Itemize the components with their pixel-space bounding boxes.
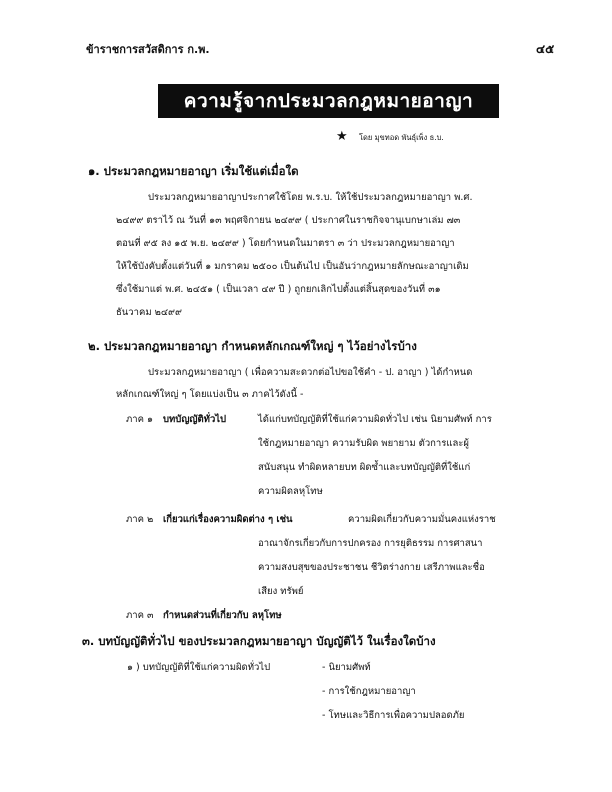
section-1-line: ประมวลกฎหมายอาญาประกาศใช้โดย พ.ร.บ. ให้ใช้ประมวลกฎหมายอาญา พ.ศ. — [148, 192, 473, 203]
part-1-line: สนับสนุน ทำผิดหลายบท ผิดซ้ำและบทบัญญัติที่ใช้แก่ — [258, 462, 471, 473]
subitem-list-item: - โทษและวิธีการเพื่อความปลอดภัย — [322, 710, 465, 721]
part-2-heading: เกี่ยวแก่เรื่องความผิดต่าง ๆ เช่น — [163, 514, 293, 525]
section-1-line: ซึ่งใช้มาแต่ พ.ศ. ๒๔๕๑ ( เป็นเวลา ๔๙ ปี ) ถูกยกเลิกไปตั้งแต่สิ้นสุดของวันที่ ๓๑ — [116, 284, 441, 295]
star-icon: ★ — [336, 129, 348, 144]
part-2-line: ความผิดเกี่ยวกับความมั่นคงแห่งราช — [348, 514, 496, 525]
part-2-line: เสียง ทรัพย์ — [258, 586, 304, 597]
section-3-heading: ๓. บทบัญญัติทั่วไป ของประมวลกฎหมายอาญา บัญญัติไว้ ในเรื่องใดบ้าง — [82, 634, 436, 648]
author-line: โดย มุขทอด พันธุ์เพ็ง ธ.บ. — [359, 133, 444, 142]
section-2-heading: ๒. ประมวลกฎหมายอาญา กำหนดหลักเกณฑ์ใหญ่ ๆ ไว้อย่างไรบ้าง — [88, 339, 417, 353]
section-2-line: ประมวลกฎหมายอาญา ( เพื่อความสะดวกต่อไปขอใช้คำ - ป. อาญา ) ได้กำหนด — [148, 367, 473, 378]
section-2-line: หลักเกณฑ์ใหญ่ ๆ โดยแบ่งเป็น ๓ ภาคไว้ดังนี้ - — [116, 389, 304, 400]
section-1-line: ๒๔๙๙ ตราไว้ ณ วันที่ ๑๓ พฤศจิกายน ๒๔๙๙ ( ประกาศในราชกิจจานุเบกษาเล่ม ๗๓ — [116, 215, 461, 226]
part-1-line: ความผิดลหุโทษ — [258, 486, 323, 497]
page-title: ความรู้จากประมวลกฎหมายอาญา — [183, 90, 474, 112]
part-3-heading: กำหนดส่วนที่เกี่ยวกับ ลหุโทษ — [163, 610, 282, 621]
part-2-line: อาณาจักรเกี่ยวกับการปกครอง การยุติธรรม การศาสนา — [258, 538, 483, 549]
part-3-label: ภาค ๓ — [126, 610, 154, 621]
part-2-label: ภาค ๒ — [126, 514, 154, 525]
part-2-line: ความสงบสุขของประชาชน ชีวิตร่างกาย เสรีภาพและชื่อ — [258, 562, 485, 573]
section-1-line: ธันวาคม ๒๔๙๙ — [116, 307, 182, 318]
part-1-line: ได้แก่บทบัญญัติที่ใช้แก่ความผิดทั่วไป เช่น นิยามศัพท์ การ — [258, 414, 492, 425]
subitem-list-item: - การใช้กฎหมายอาญา — [322, 686, 416, 697]
part-1-heading: บทบัญญัติทั่วไป — [163, 414, 227, 425]
subitem-list-item: - นิยามศัพท์ — [322, 662, 371, 673]
title-banner — [158, 84, 499, 118]
subitem-label: ๑ ) บทบัญญัติที่ใช้แก่ความผิดทั่วไป — [127, 662, 271, 673]
page-number: ๔๕ — [536, 42, 555, 56]
section-1-heading: ๑. ประมวลกฎหมายอาญา เริ่มใช้แต่เมื่อใด — [88, 164, 299, 178]
section-1-line: ตอนที่ ๙๕ ลง ๑๕ พ.ย. ๒๔๙๙ ) โดยกำหนดในมาตรา ๓ ว่า ประมวลกฎหมายอาญา — [116, 238, 455, 249]
part-1-line: ใช้กฎหมายอาญา ความรับผิด พยายาม ตัวการและผู้ — [258, 438, 469, 449]
section-1-line: ให้ใช้บังคับตั้งแต่วันที่ ๑ มกราคม ๒๕๐๐ เป็นต้นไป เป็นอันว่ากฎหมายลักษณะอาญาเดิม — [116, 261, 469, 272]
header-left: ข้าราชการสวัสดิการ ก.พ. — [86, 43, 210, 56]
part-1-label: ภาค ๑ — [126, 414, 154, 425]
